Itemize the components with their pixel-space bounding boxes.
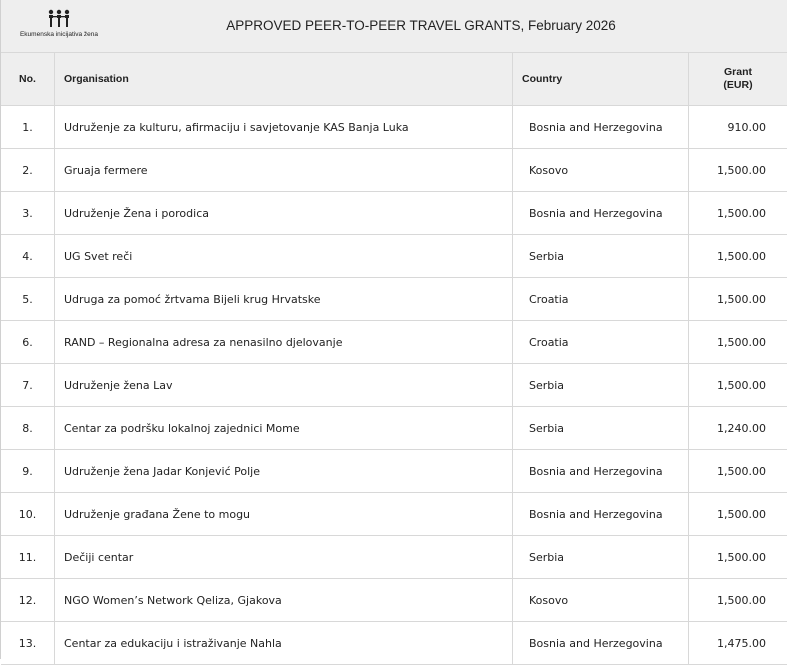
column-header-organisation: Organisation [54, 53, 512, 105]
row-country: Bosnia and Herzegovina [512, 493, 688, 535]
row-number: 3. [22, 206, 33, 220]
row-number: 8. [22, 421, 33, 435]
row-organisation: Udruga za pomoć žrtvama Bijeli krug Hrvatske [54, 278, 512, 320]
row-organisation: Udruženje žena Jadar Konjević Polje [54, 450, 512, 492]
table-row [1, 407, 787, 450]
row-organisation: UG Svet reči [54, 235, 512, 277]
table-row [1, 321, 787, 364]
row-country: Bosnia and Herzegovina [512, 450, 688, 492]
table-body [1, 106, 787, 665]
logo-text: Ekumenska inicijativa žena [19, 31, 99, 38]
row-organisation: Dečiji centar [54, 536, 512, 578]
row-number: 4. [22, 249, 33, 263]
table-row [1, 450, 787, 493]
column-header-grant-label: Grant [723, 66, 752, 78]
row-grant: 1,500.00 [688, 278, 787, 320]
row-country: Bosnia and Herzegovina [512, 622, 688, 664]
row-country: Kosovo [512, 149, 688, 191]
column-header-grant-unit: (EUR) [723, 79, 753, 91]
row-country: Serbia [512, 235, 688, 277]
row-number: 10. [18, 507, 37, 521]
row-country: Serbia [512, 364, 688, 406]
row-organisation: Udruženje za kulturu, afirmaciju i savjetovanje KAS Banja Luka [54, 106, 512, 148]
table-row [1, 536, 787, 579]
row-grant: 910.00 [688, 106, 787, 148]
organisation-logo [19, 9, 99, 43]
row-country: Croatia [512, 278, 688, 320]
row-number: 1. [22, 120, 33, 134]
three-women-figures-logo-icon [46, 9, 72, 29]
title-bar [1, 0, 787, 53]
row-grant: 1,500.00 [688, 235, 787, 277]
row-number: 6. [22, 335, 33, 349]
row-organisation: Centar za edukaciju i istraživanje Nahla [54, 622, 512, 664]
row-number: 11. [18, 550, 37, 564]
row-organisation: Udruženje žena Lav [54, 364, 512, 406]
table-row [1, 235, 787, 278]
row-grant: 1,500.00 [688, 493, 787, 535]
row-grant: 1,500.00 [688, 364, 787, 406]
table-row [1, 106, 787, 149]
table-row [1, 493, 787, 536]
table-row [1, 278, 787, 321]
table-row [1, 364, 787, 407]
row-grant: 1,240.00 [688, 407, 787, 449]
row-country: Serbia [512, 536, 688, 578]
row-number: 2. [22, 163, 33, 177]
row-grant: 1,475.00 [688, 622, 787, 664]
row-country: Serbia [512, 407, 688, 449]
table-row [1, 149, 787, 192]
row-organisation: Udruženje građana Žene to mogu [54, 493, 512, 535]
row-country: Kosovo [512, 579, 688, 621]
row-organisation: NGO Women’s Network Qeliza, Gjakova [54, 579, 512, 621]
row-grant: 1,500.00 [688, 579, 787, 621]
row-grant: 1,500.00 [688, 450, 787, 492]
table-row [1, 579, 787, 622]
row-country: Croatia [512, 321, 688, 363]
table-header [1, 53, 787, 106]
row-country: Bosnia and Herzegovina [512, 192, 688, 234]
row-number: 9. [22, 464, 33, 478]
table-row [1, 192, 787, 235]
column-header-no: No. [19, 73, 36, 85]
row-grant: 1,500.00 [688, 536, 787, 578]
row-number: 13. [18, 636, 37, 650]
row-number: 5. [22, 292, 33, 306]
page-title: APPROVED PEER-TO-PEER TRAVEL GRANTS, February 2026 [226, 18, 616, 33]
row-country: Bosnia and Herzegovina [512, 106, 688, 148]
row-organisation: RAND – Regionalna adresa za nenasilno djelovanje [54, 321, 512, 363]
column-header-grant [688, 53, 787, 105]
column-header-country: Country [512, 53, 688, 105]
row-organisation: Udruženje Žena i porodica [54, 192, 512, 234]
row-organisation: Gruaja fermere [54, 149, 512, 191]
row-number: 7. [22, 378, 33, 392]
row-organisation: Centar za podršku lokalnoj zajednici Mome [54, 407, 512, 449]
row-grant: 1,500.00 [688, 192, 787, 234]
row-grant: 1,500.00 [688, 321, 787, 363]
row-grant: 1,500.00 [688, 149, 787, 191]
row-number: 12. [18, 593, 37, 607]
